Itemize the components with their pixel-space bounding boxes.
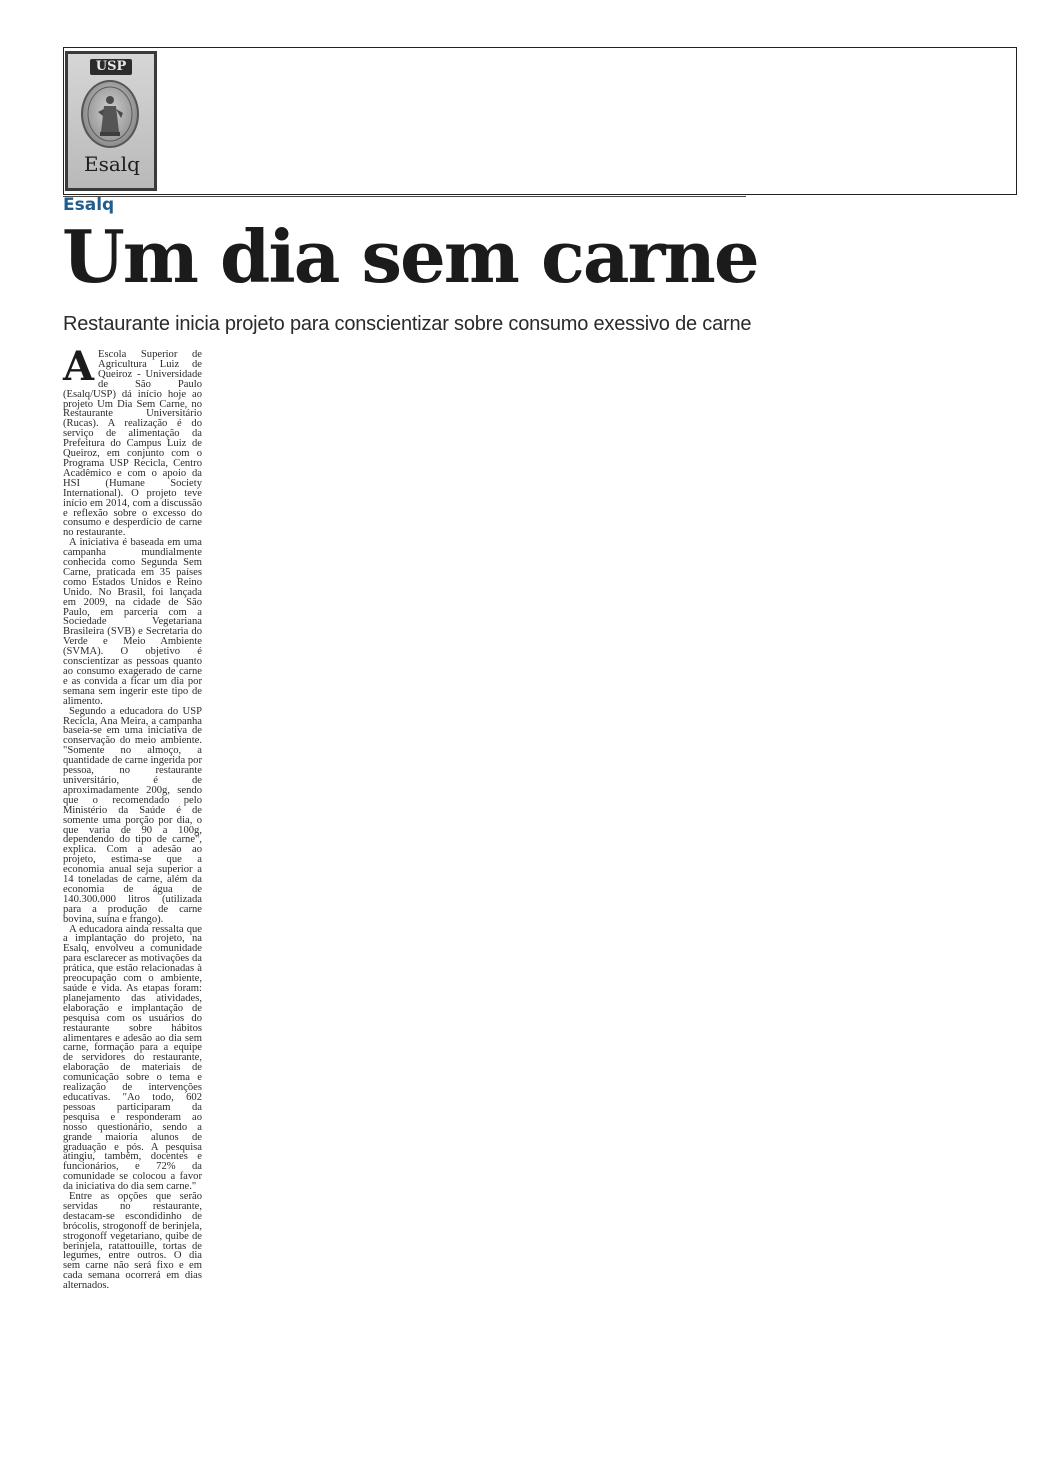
article-paragraph: A iniciativa é baseada em uma campanha mundialmente conhecida como Segunda Sem Carne, praticada em 35 países como Estados Unidos e Reino Unido. No Brasil, foi lançada em 2009, na cidade de São Paulo, em parceria com a Sociedade Vegetariana Brasileira (SVB) e Secretaria do Verde e Meio Ambiente (SVMA). O objetivo é conscientizar as pessoas quanto ao consumo exagerado de carne e as convida a ficar um dia por semana sem ingerir este tipo de alimento. [63, 537, 202, 707]
logo-esalq-text: Esalq [84, 152, 140, 176]
seal-icon [81, 80, 139, 148]
article-paragraph: Entre as opções que serão servidas no restaurante, destacam-se escondidinho de brócolis, strogonoff de berinjela, strogonoff vegetariano, quibe de berinjela, ratattouille, tortas de legumes, entre outros. O dia sem carne não será fixo e em cada semana ocorrerá em dias alternados. [63, 1191, 202, 1292]
usp-esalq-logo [65, 51, 157, 191]
paragraph-text: Escola Superior de Agricultura Luiz de Queiroz - Universidade de São Paulo (Esalq/USP) dá início hoje ao projeto Um Dia Sem Carne, no Restaurante Universitário (Rucas). A realização é do serviço de alimentação da Prefeitura do Campus Luiz de Queiroz, em conjunto com o Programa USP Recicla, Centro Acadêmico e com o apoio da HSI (Humane Society International). O projeto teve início em 2014, com a discussão e reflexão sobre o excesso do consumo e desperdício de carne no restaurante. [63, 349, 202, 539]
dropcap: A [63, 343, 95, 390]
article-paragraph [63, 343, 202, 539]
logo-usp-text: USP [90, 59, 132, 75]
headline: Um dia sem carne [62, 214, 758, 299]
article-paragraph: Segundo a educadora do USP Recicla, Ana Meira, a campanha baseia-se em uma iniciativa de conservação do meio ambiente. "Somente no almoço, a quantidade de carne ingerida por pessoa, no restaurante universitário, é de aproximadamente 200g, sendo que o recomendado pelo Ministério da Saúde é de somente uma porção por dia, o que varia de 90 a 100g, dependendo do tipo de carne", explica. Com a adesão ao projeto, estima-se que a economia anual seja superior a 14 toneladas de carne, além da economia de água de 140.300.000 litros (utilizada para a produção de carne bovina, suína e frango). [63, 705, 202, 925]
header-box [63, 47, 1017, 195]
section-label: Esalq [63, 195, 115, 215]
header-rule [63, 196, 746, 197]
article-paragraph: A educadora ainda ressalta que a implantação do projeto, na Esalq, envolveu a comunidade para esclarecer as motivações da prática, que estão relacionadas à preocupação com o ambiente, saúde e vida. As etapas foram: planejamento das atividades, elaboração e implantação de pesquisa com os usuários do restaurante sobre hábitos alimentares e adesão ao dia sem carne, formação para a equipe de servidores do restaurante, elaboração de materiais de comunicação sobre o tema e realização de intervenções educativas. "Ao todo, 602 pessoas participaram da pesquisa e responderam ao nosso questionário, sendo a grande maioria alunos de graduação e pós. A pesquisa atingiu, também, docentes e funcionários, e 72% da comunidade se colocou a favor da iniciativa do dia sem carne." [63, 923, 202, 1193]
logo-panel [68, 54, 154, 188]
subheadline: Restaurante inicia projeto para conscientizar sobre consumo exessivo de carne [63, 313, 752, 335]
article-body [63, 343, 202, 1292]
